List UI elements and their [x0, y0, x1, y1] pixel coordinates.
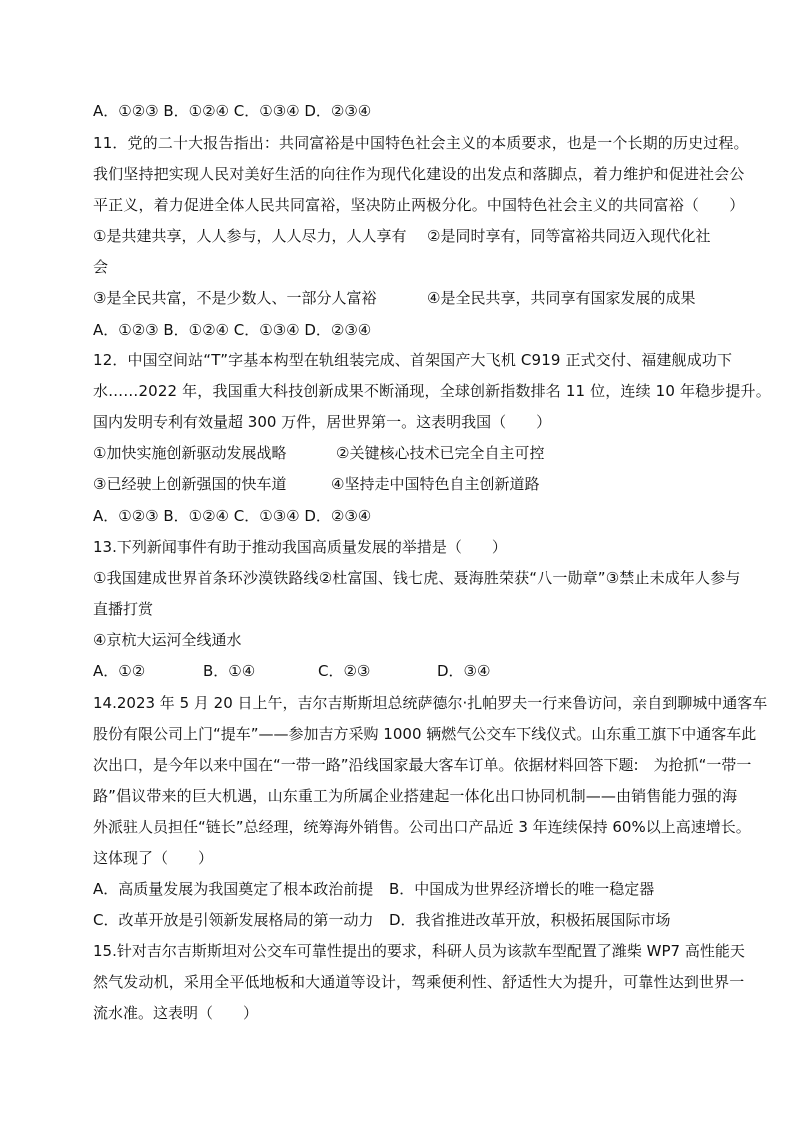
q11-stem-line-3: 平正义，着力促进全体人民共同富裕，坚决防止两极分化。中国特色社会主义的共同富裕（ ）	[93, 196, 745, 214]
q13-option-b: B．①④	[203, 662, 256, 680]
q15-stem-line-1: 15.针对吉尔吉斯斯坦对公交车可靠性提出的要求，科研人员为该款车型配置了潍柴 WP7 高性能天	[93, 942, 745, 960]
q11-item-1: ①是共建共享，人人参与，人人尽力，人人享有	[93, 227, 407, 245]
q13-option-a: A．①②	[93, 662, 146, 680]
q14-option-b: B．中国成为世界经济增长的唯一稳定器	[389, 880, 655, 898]
q13-stem: 13.下列新闻事件有助于推动我国高质量发展的举措是（ ）	[93, 538, 507, 556]
q14-stem-line-5: 外派驻人员担任“链长”总经理，统筹海外销售。公司出口产品近 3 年连续保持 60%以上高速增长。	[93, 818, 751, 836]
q14-stem-line-6: 这体现了（ ）	[93, 849, 214, 867]
q14-stem-line-3: 次出口，是今年以来中国在“一带一路”沿线国家最大客车订单。依据材料回答下题: 为抢抓“一带一	[93, 756, 752, 774]
q14-option-a: A．高质量发展为我国奠定了根本政治前提	[93, 880, 374, 898]
q12-item-2: ②关键核心技术已完全自主可控	[336, 444, 545, 462]
q11-answer-options: A．①②③ B．①②④ C．①③④ D．②③④	[93, 321, 372, 339]
q11-stem-line-2: 我们坚持把实现人民对美好生活的向往作为现代化建设的出发点和落脚点，着力维护和促进社会公	[93, 165, 745, 183]
q12-stem-line-1: 12．中国空间站“T”字基本构型在轨组装完成、首架国产大飞机 C919 正式交付、福建舰成功下	[93, 351, 733, 369]
q14-stem-line-4: 路”倡议带来的巨大机遇，山东重工为所属企业搭建起一体化出口协同机制——由销售能力强的海	[93, 787, 738, 805]
q14-stem-line-2: 股份有限公司上门“提车”——参加吉方采购 1000 辆燃气公交车下线仪式。山东重工旗下中通客车此	[93, 725, 757, 743]
q14-option-c: C．改革开放是引领新发展格局的第一动力	[93, 911, 374, 929]
q13-option-d: D．③④	[437, 662, 491, 680]
q10-answer-options: A．①②③ B．①②④ C．①③④ D．②③④	[93, 102, 372, 120]
q12-item-4: ④坚持走中国特色自主创新道路	[331, 475, 540, 493]
q11-item-4: ④是全民共享，共同享有国家发展的成果	[427, 289, 696, 307]
q12-item-3: ③已经驶上创新强国的快车道	[93, 475, 287, 493]
q13-items-line-2: 直播打赏	[93, 600, 154, 618]
q12-answer-options: A．①②③ B．①②④ C．①③④ D．②③④	[93, 507, 372, 525]
q11-item-2: ②是同时享有，同等富裕共同迈入现代化社	[427, 227, 711, 245]
q15-stem-line-2: 然气发动机，采用全平低地板和大通道等设计，驾乘便利性、舒适性大为提升，可靠性达到世界一	[93, 973, 745, 991]
q11-stem-line-1: 11．党的二十大报告指出：共同富裕是中国特色社会主义的本质要求，也是一个长期的历史过程。	[93, 134, 749, 152]
q14-option-d: D．我省推进改革开放，积极拓展国际市场	[389, 911, 671, 929]
q12-stem-line-2: 水……2022 年，我国重大科技创新成果不断涌现，全球创新指数排名 11 位，连续 10 年稳步提升。	[93, 382, 771, 400]
q11-item-2-cont: 会	[93, 258, 109, 276]
q12-item-1: ①加快实施创新驱动发展战略	[93, 444, 287, 462]
q12-stem-line-3: 国内发明专利有效量超 300 万件，居世界第一。这表明我国（ ）	[93, 413, 552, 431]
q13-items-line-1: ①我国建成世界首条环沙漠铁路线②杜富国、钱七虎、聂海胜荣获“八一勋章”③禁止未成年人参与	[93, 569, 741, 587]
q13-option-c: C．②③	[318, 662, 371, 680]
q14-stem-line-1: 14.2023 年 5 月 20 日上午，吉尔吉斯斯坦总统萨德尔·扎帕罗夫一行来鲁访问，亲自到聊城中通客车	[93, 694, 768, 712]
q13-item-4: ④京杭大运河全线通水	[93, 631, 242, 649]
q15-stem-line-3: 流水准。这表明（ ）	[93, 1004, 259, 1022]
q11-item-3: ③是全民共富，不是少数人、一部分人富裕	[93, 289, 377, 307]
